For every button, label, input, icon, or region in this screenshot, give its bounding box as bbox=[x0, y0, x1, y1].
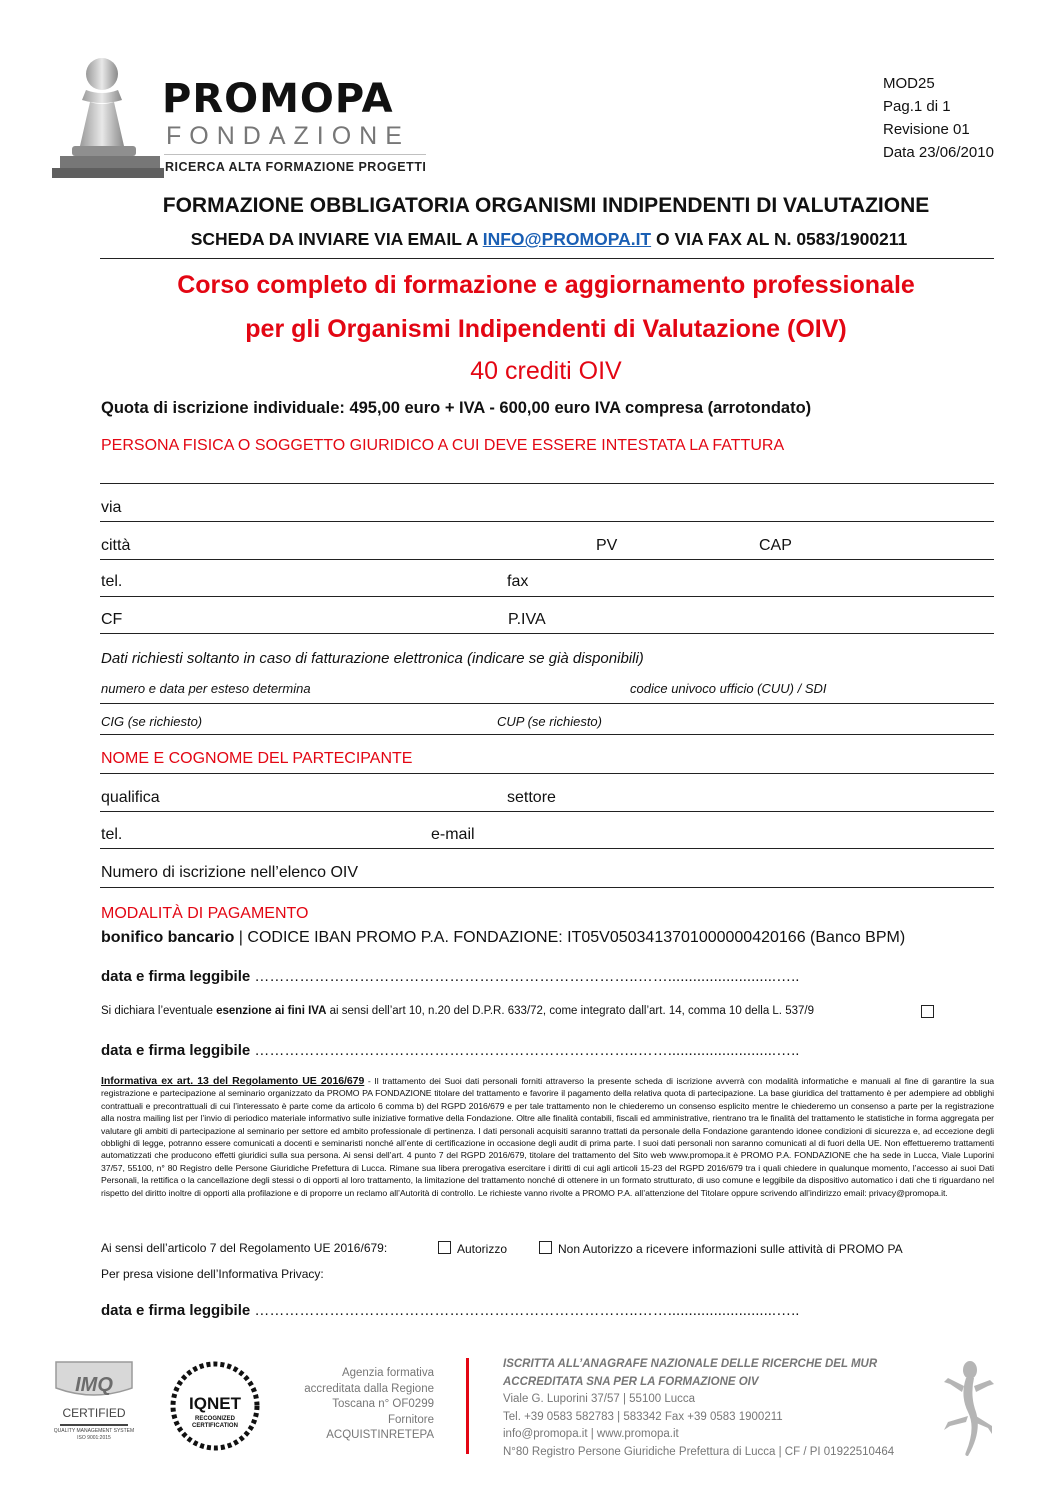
gecko-logo bbox=[930, 1356, 1006, 1460]
consent-prefix: Ai sensi dell’articolo 7 del Regolamento UE 2016/679: bbox=[101, 1241, 388, 1255]
doc-date: Data 23/06/2010 bbox=[883, 144, 994, 161]
agency-line: Agenzia formativa bbox=[341, 1367, 434, 1379]
not-authorize-checkbox[interactable] bbox=[539, 1241, 552, 1254]
billing-heading: PERSONA FISICA O SOGGETTO GIURIDICO A CUI DEVE ESSERE INTESTATA LA FATTURA bbox=[101, 437, 785, 454]
page-title: FORMAZIONE OBBLIGATORIA ORGANISMI INDIPENDENTI DI VALUTAZIONE bbox=[162, 194, 930, 217]
consent-row bbox=[101, 1241, 387, 1255]
footer-registry bbox=[503, 1356, 894, 1461]
course-title-line2: per gli Organismi Indipendenti di Valutazione (OIV) bbox=[245, 315, 847, 343]
send-prefix: SCHEDA DA INVIARE VIA EMAIL A bbox=[190, 229, 483, 249]
payment-method: bonifico bancario bbox=[101, 929, 235, 946]
participant-heading: NOME E COGNOME DEL PARTECIPANTE bbox=[101, 750, 413, 767]
footer-phones: Tel. +39 0583 582783 | 583342 Fax +39 0583 1900211 bbox=[503, 1410, 783, 1423]
footer-web: info@promopa.it | www.promopa.it bbox=[503, 1428, 679, 1440]
imq-small1: QUALITY MANAGEMENT SYSTEM bbox=[53, 1428, 135, 1434]
agency-line: ACQUISTINRETEPA bbox=[326, 1429, 434, 1441]
signature-label: data e firma leggibile bbox=[101, 1042, 251, 1059]
footer-address: Viale G. Luporini 37/57 | 55100 Lucca bbox=[503, 1393, 696, 1405]
iqnet-certification-logo bbox=[169, 1360, 261, 1452]
imq-text: IMQ bbox=[75, 1374, 113, 1396]
document-meta bbox=[883, 72, 994, 164]
privacy-acknowledgment: Per presa visione dell’Informativa Privacy: bbox=[101, 1267, 324, 1281]
einvoice-note: Dati richiesti soltanto in caso di fatturazione elettronica (indicare se già disponibili) bbox=[101, 650, 644, 667]
field-determina[interactable]: numero e data per esteso determina bbox=[101, 681, 311, 696]
registry-line2: ACCREDITATA SNA PER LA FORMAZIONE OIV bbox=[503, 1375, 759, 1388]
field-settore[interactable]: settore bbox=[507, 789, 556, 806]
course-title-line1: Corso completo di formazione e aggiornamento professionale bbox=[177, 271, 915, 299]
signature-line-2[interactable] bbox=[101, 1042, 799, 1059]
field-fax[interactable]: fax bbox=[507, 573, 529, 590]
field-qualifica[interactable]: qualifica bbox=[101, 789, 160, 806]
signature-line-1[interactable] bbox=[101, 968, 799, 985]
iqnet-small1: RECOGNIZED bbox=[194, 1416, 235, 1422]
field-billing-tel[interactable]: tel. bbox=[101, 573, 123, 590]
imq-certified: CERTIFIED bbox=[62, 1406, 126, 1420]
field-cf[interactable]: CF bbox=[101, 611, 123, 628]
field-cup[interactable]: CUP (se richiesto) bbox=[497, 714, 602, 729]
agency-line: Toscana n° OF0299 bbox=[332, 1398, 434, 1410]
registry-line1: ISCRITTA ALL’ANAGRAFE NAZIONALE DELLE RICERCHE DEL MUR bbox=[503, 1358, 878, 1370]
privacy-body: - Il trattamento dei Suoi dati personali forniti attraverso la presente scheda di iscrizione avverrà con modalità informatiche e manuali al fine di garantire la sua registrazione e partecipazione al seminario organizzato da PROMO PA FONDAZIONE titolare del trattamento e favorire il pagamento della relativa quota di partecipazione. La base giuridica del trattamento è per adempiere ad obblighi contrattuali e precontrattuali di cui l’interessato è parte come da articolo 6 comma b) del RGPD 2016/679 e per tale trattamento non le chiederemo un consenso esplicito mentre le chiederemo un consenso a parte per la registrazione alla nostra mailing list per l’invio di periodico materiale informativo sulle iniziative formative della Fondazione. Oltre alle finalità contabili, fiscali ed amministrative, rientrano tra le finalità del trattamento le statistiche in forma aggregata per valutare gli ambiti di partecipazione al seminario per settore ed ambito professionale di pertinenza. I dati personali acquisiti saranno trattati da personale della Fondazione garantendo idonee condizioni di sicurezza e, ad eccezione degli obblighi di legge, potranno essere comunicati a docenti e seminaristi nonché all’ente di certificazione in occasione degli audit di prima parte. I suoi dati personali non saranno comunicati al di fuori della UE. Non effettueremo trattamenti automatizzati che producono effetti giuridici sulla sua persona. Ai sensi dell’art. 4 punto 7 del RGPD 2016/679, titolare del trattamento del Sito web www.promopa.it è PROMO P.A. FONDAZIONE che ha sede in Lucca, Viale Luporini 37/57, 55100, n° 80 Registro delle Persone Giuridiche Prefettura di Lucca. Rimane sua libera prerogativa esercitare i diritti di cui agli articoli 15-23 del RGPD 2016/679 tra i quali chiedere in qualunque momento, l’accesso ai suoi Dati Personali, la rettifica o la cancellazione degli stessi o di opporti al loro trattamento, la limitazione del trattamento nonché di ottenere in un formato strutturato, di uso comune e leggibile da dispositivo automatico i dati che ti riguardano nel rispetto del diritto inoltre di opporti alla profilazione e di proporre un reclamo all’Autorità di controllo. Le richieste vanno rivolte a PROMO P.A. all’attenzione del Titolare oppure scrivendo all’indirizzo email: privacy@promopa.it. bbox=[101, 1076, 995, 1198]
iqnet-text: IQNET bbox=[189, 1394, 241, 1413]
signature-label: data e firma leggibile bbox=[101, 1302, 251, 1319]
signature-line-3[interactable] bbox=[101, 1302, 799, 1319]
payment-details bbox=[101, 929, 905, 947]
agency-line: Fornitore bbox=[387, 1413, 434, 1426]
revision: Revisione 01 bbox=[883, 121, 970, 138]
field-citta[interactable]: città bbox=[101, 537, 131, 554]
course-fee: Quota di iscrizione individuale: 495,00 euro + IVA - 600,00 euro IVA compresa (arrotondato) bbox=[101, 399, 812, 417]
field-via[interactable]: via bbox=[101, 499, 122, 516]
privacy-notice bbox=[101, 1075, 994, 1199]
field-piva[interactable]: P.IVA bbox=[508, 611, 546, 628]
signature-dots: …………………………………………………………………..……..........................….. bbox=[250, 968, 800, 985]
page-number: Pag.1 di 1 bbox=[883, 98, 951, 115]
course-credits: 40 crediti OIV bbox=[470, 357, 622, 385]
agency-line: accreditata dalla Regione bbox=[304, 1382, 434, 1395]
field-cap[interactable]: CAP bbox=[759, 537, 792, 554]
send-instructions bbox=[0, 229, 1058, 250]
agency-accreditation bbox=[282, 1366, 434, 1444]
imq-certification-logo bbox=[50, 1358, 138, 1448]
logo-brand: PROMOPA bbox=[162, 76, 394, 122]
iqnet-small2: CERTIFICATION bbox=[192, 1423, 238, 1429]
vat-exemption bbox=[101, 1005, 814, 1017]
email-link[interactable]: INFO@PROMOPA.IT bbox=[482, 229, 652, 249]
authorize-checkbox[interactable] bbox=[438, 1241, 451, 1254]
payment-iban: | CODICE IBAN PROMO P.A. FONDAZIONE: IT05V0503413701000000420166 (Banco BPM) bbox=[234, 929, 906, 946]
signature-dots: …………………………………………………………………..……..........................….. bbox=[250, 1302, 800, 1319]
vat-exemption-checkbox[interactable] bbox=[921, 1005, 934, 1018]
field-email[interactable]: e-mail bbox=[431, 826, 475, 843]
chess-pawn-logo-icon bbox=[52, 50, 164, 178]
field-cuu[interactable]: codice univoco ufficio (CUU) / SDI bbox=[630, 681, 827, 696]
field-participant-tel[interactable]: tel. bbox=[101, 826, 123, 843]
field-pv[interactable]: PV bbox=[596, 537, 618, 554]
gecko-icon bbox=[930, 1356, 1006, 1460]
footer-legal: N°80 Registro Persone Giuridiche Prefettura di Lucca | CF / PI 01922510464 bbox=[503, 1445, 895, 1458]
logo-subtitle: FONDAZIONE bbox=[166, 122, 410, 150]
logo-tagline: RICERCA ALTA FORMAZIONE PROGETTI bbox=[165, 160, 427, 174]
field-cig[interactable]: CIG (se richiesto) bbox=[101, 714, 203, 729]
authorize-label: Autorizzo bbox=[457, 1242, 508, 1256]
send-suffix: O VIA FAX AL N. 0583/1900211 bbox=[651, 229, 908, 249]
field-oiv-number[interactable]: Numero di iscrizione nell’elenco OIV bbox=[101, 864, 358, 881]
vat-suffix: ai sensi dell’art 10, n.20 del D.P.R. 633/72, come integrato dall’art. 14, comma 10 della L. 537/9 bbox=[326, 1005, 814, 1017]
logo bbox=[52, 50, 432, 180]
imq-small2: ISO 9001:2015 bbox=[77, 1435, 111, 1441]
vat-bold: esenzione ai fini IVA bbox=[216, 1005, 327, 1017]
signature-label: data e firma leggibile bbox=[101, 968, 251, 985]
payment-heading: MODALITÀ DI PAGAMENTO bbox=[101, 905, 309, 922]
footer-divider bbox=[466, 1358, 469, 1454]
privacy-title: Informativa ex art. 13 del Regolamento UE 2016/679 bbox=[101, 1075, 365, 1087]
signature-dots: …………………………………………………………………..……..........................….. bbox=[250, 1042, 800, 1059]
doc-code: MOD25 bbox=[883, 75, 935, 92]
not-authorize-label: Non Autorizzo a ricevere informazioni sulle attività di PROMO PA bbox=[558, 1242, 903, 1256]
vat-prefix: Si dichiara l’eventuale bbox=[101, 1005, 217, 1017]
